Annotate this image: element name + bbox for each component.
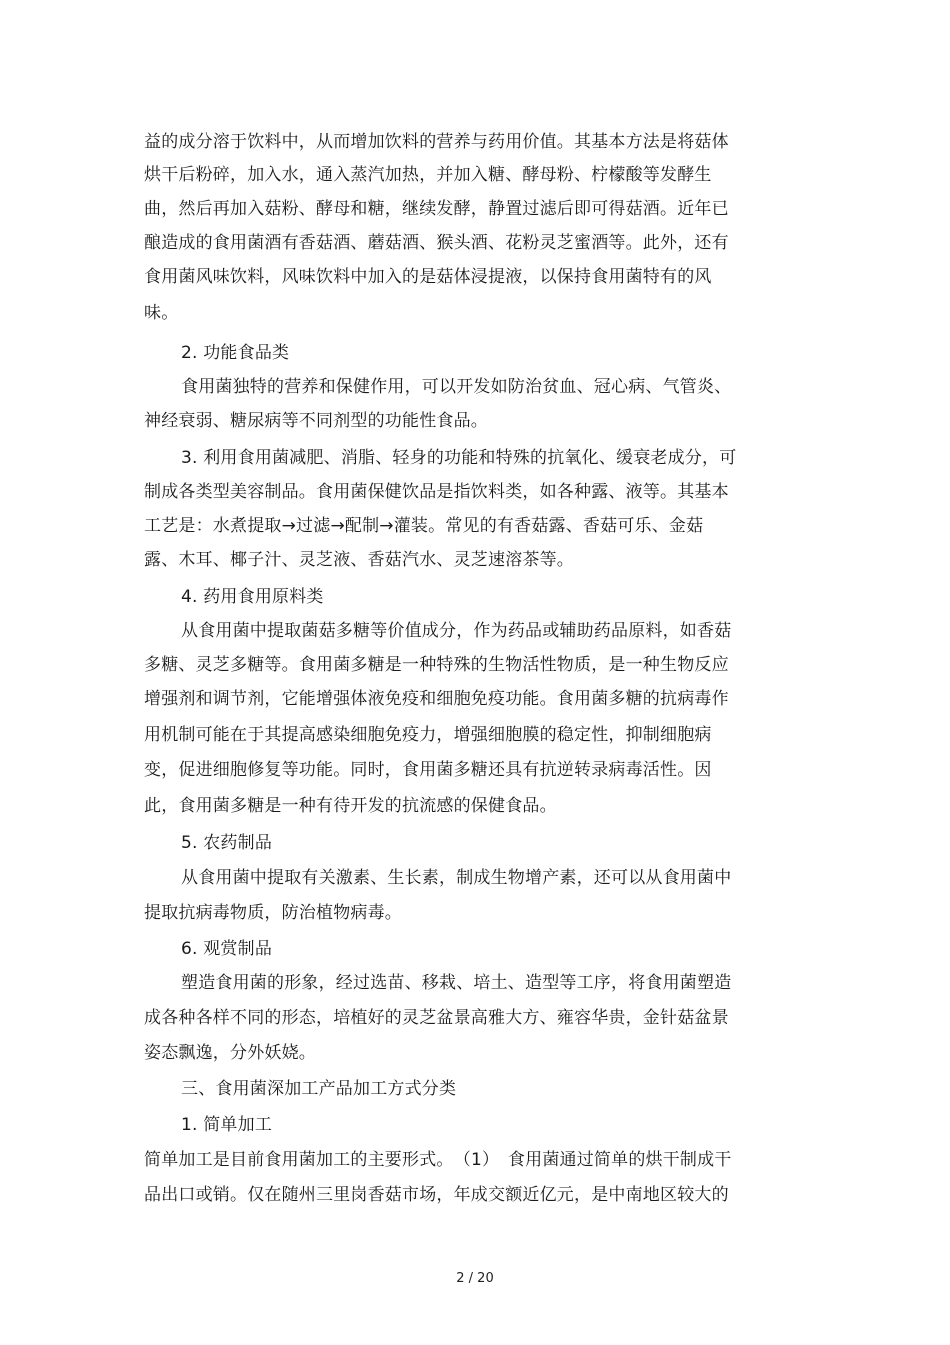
text-line: 制成各类型美容制品。食用菌保健饮品是指饮料类，如各种露、液等。其基本: [144, 482, 729, 502]
text-line: 姿态飘逸，分外妖娆。: [144, 1043, 316, 1063]
text-line: 食用菌风味饮料，风味饮料中加入的是菇体浸提液，以保持食用菌特有的风: [144, 267, 712, 287]
section-heading: 2. 功能食品类: [181, 343, 290, 363]
section-heading: 5. 农药制品: [181, 833, 273, 853]
section-heading: 3. 利用食用菌减肥、消脂、轻身的功能和特殊的抗氧化、缓衰老成分，可: [181, 448, 737, 468]
section-heading: 三、食用菌深加工产品加工方式分类: [181, 1079, 457, 1099]
text-line: 此，食用菌多糖是一种有待开发的抗流感的保健食品。: [144, 796, 557, 816]
text-line: 变，促进细胞修复等功能。同时，食用菌多糖还具有抗逆转录病毒活性。因: [144, 760, 712, 780]
text-line: 曲，然后再加入菇粉、酵母和糖，继续发酵，静置过滤后即可得菇酒。近年已: [144, 199, 729, 219]
text-line: 从食用菌中提取有关激素、生长素，制成生物增产素，还可以从食用菌中: [181, 868, 732, 888]
text-line: 从食用菌中提取菌菇多糖等价值成分，作为药品或辅助药品原料，如香菇: [181, 621, 732, 641]
text-line: 品出口或销。仅在随州三里岗香菇市场，年成交额近亿元，是中南地区较大的: [144, 1185, 729, 1205]
text-line: 多糖、灵芝多糖等。食用菌多糖是一种特殊的生物活性物质，是一种生物反应: [144, 655, 729, 675]
section-heading: 6. 观赏制品: [181, 939, 273, 959]
text-line: 味。: [144, 303, 179, 323]
text-line: 食用菌独特的营养和保健作用，可以开发如防治贫血、冠心病、气管炎、: [181, 377, 732, 397]
text-line: 提取抗病毒物质，防治植物病毒。: [144, 903, 402, 923]
text-line: 神经衰弱、糖尿病等不同剂型的功能性食品。: [144, 411, 488, 431]
text-line: 益的成分溶于饮料中，从而增加饮料的营养与药用价值。其基本方法是将菇体: [144, 132, 729, 152]
text-line: 塑造食用菌的形象，经过选苗、移栽、培土、造型等工序，将食用菌塑造: [181, 973, 732, 993]
text-line: 增强剂和调节剂，它能增强体液免疫和细胞免疫功能。食用菌多糖的抗病毒作: [144, 689, 729, 709]
section-heading: 1. 简单加工: [181, 1115, 273, 1135]
text-line: 露、木耳、椰子汁、灵芝液、香菇汽水、灵芝速溶茶等。: [144, 550, 574, 570]
text-line: 简单加工是目前食用菌加工的主要形式。 （1） 食用菌通过简单的烘干制成干: [144, 1150, 732, 1170]
page-number: 2 / 20: [456, 1271, 494, 1286]
text-line: 工艺是：水煮提取→过滤→配制→灌装。常见的有香菇露、香菇可乐、金菇: [144, 516, 704, 536]
text-line: 成各种各样不同的形态，培植好的灵芝盆景高雅大方、雍容华贵，金针菇盆景: [144, 1008, 729, 1028]
section-heading: 4. 药用食用原料类: [181, 587, 324, 607]
text-line: 用机制可能在于其提高感染细胞免疫力，增强细胞膜的稳定性，抑制细胞病: [144, 725, 712, 745]
text-line: 酿造成的食用菌酒有香菇酒、蘑菇酒、猴头酒、花粉灵芝蜜酒等。此外，还有: [144, 233, 729, 253]
text-line: 烘干后粉碎，加入水，通入蒸汽加热，并加入糖、酵母粉、柠檬酸等发酵生: [144, 165, 712, 185]
